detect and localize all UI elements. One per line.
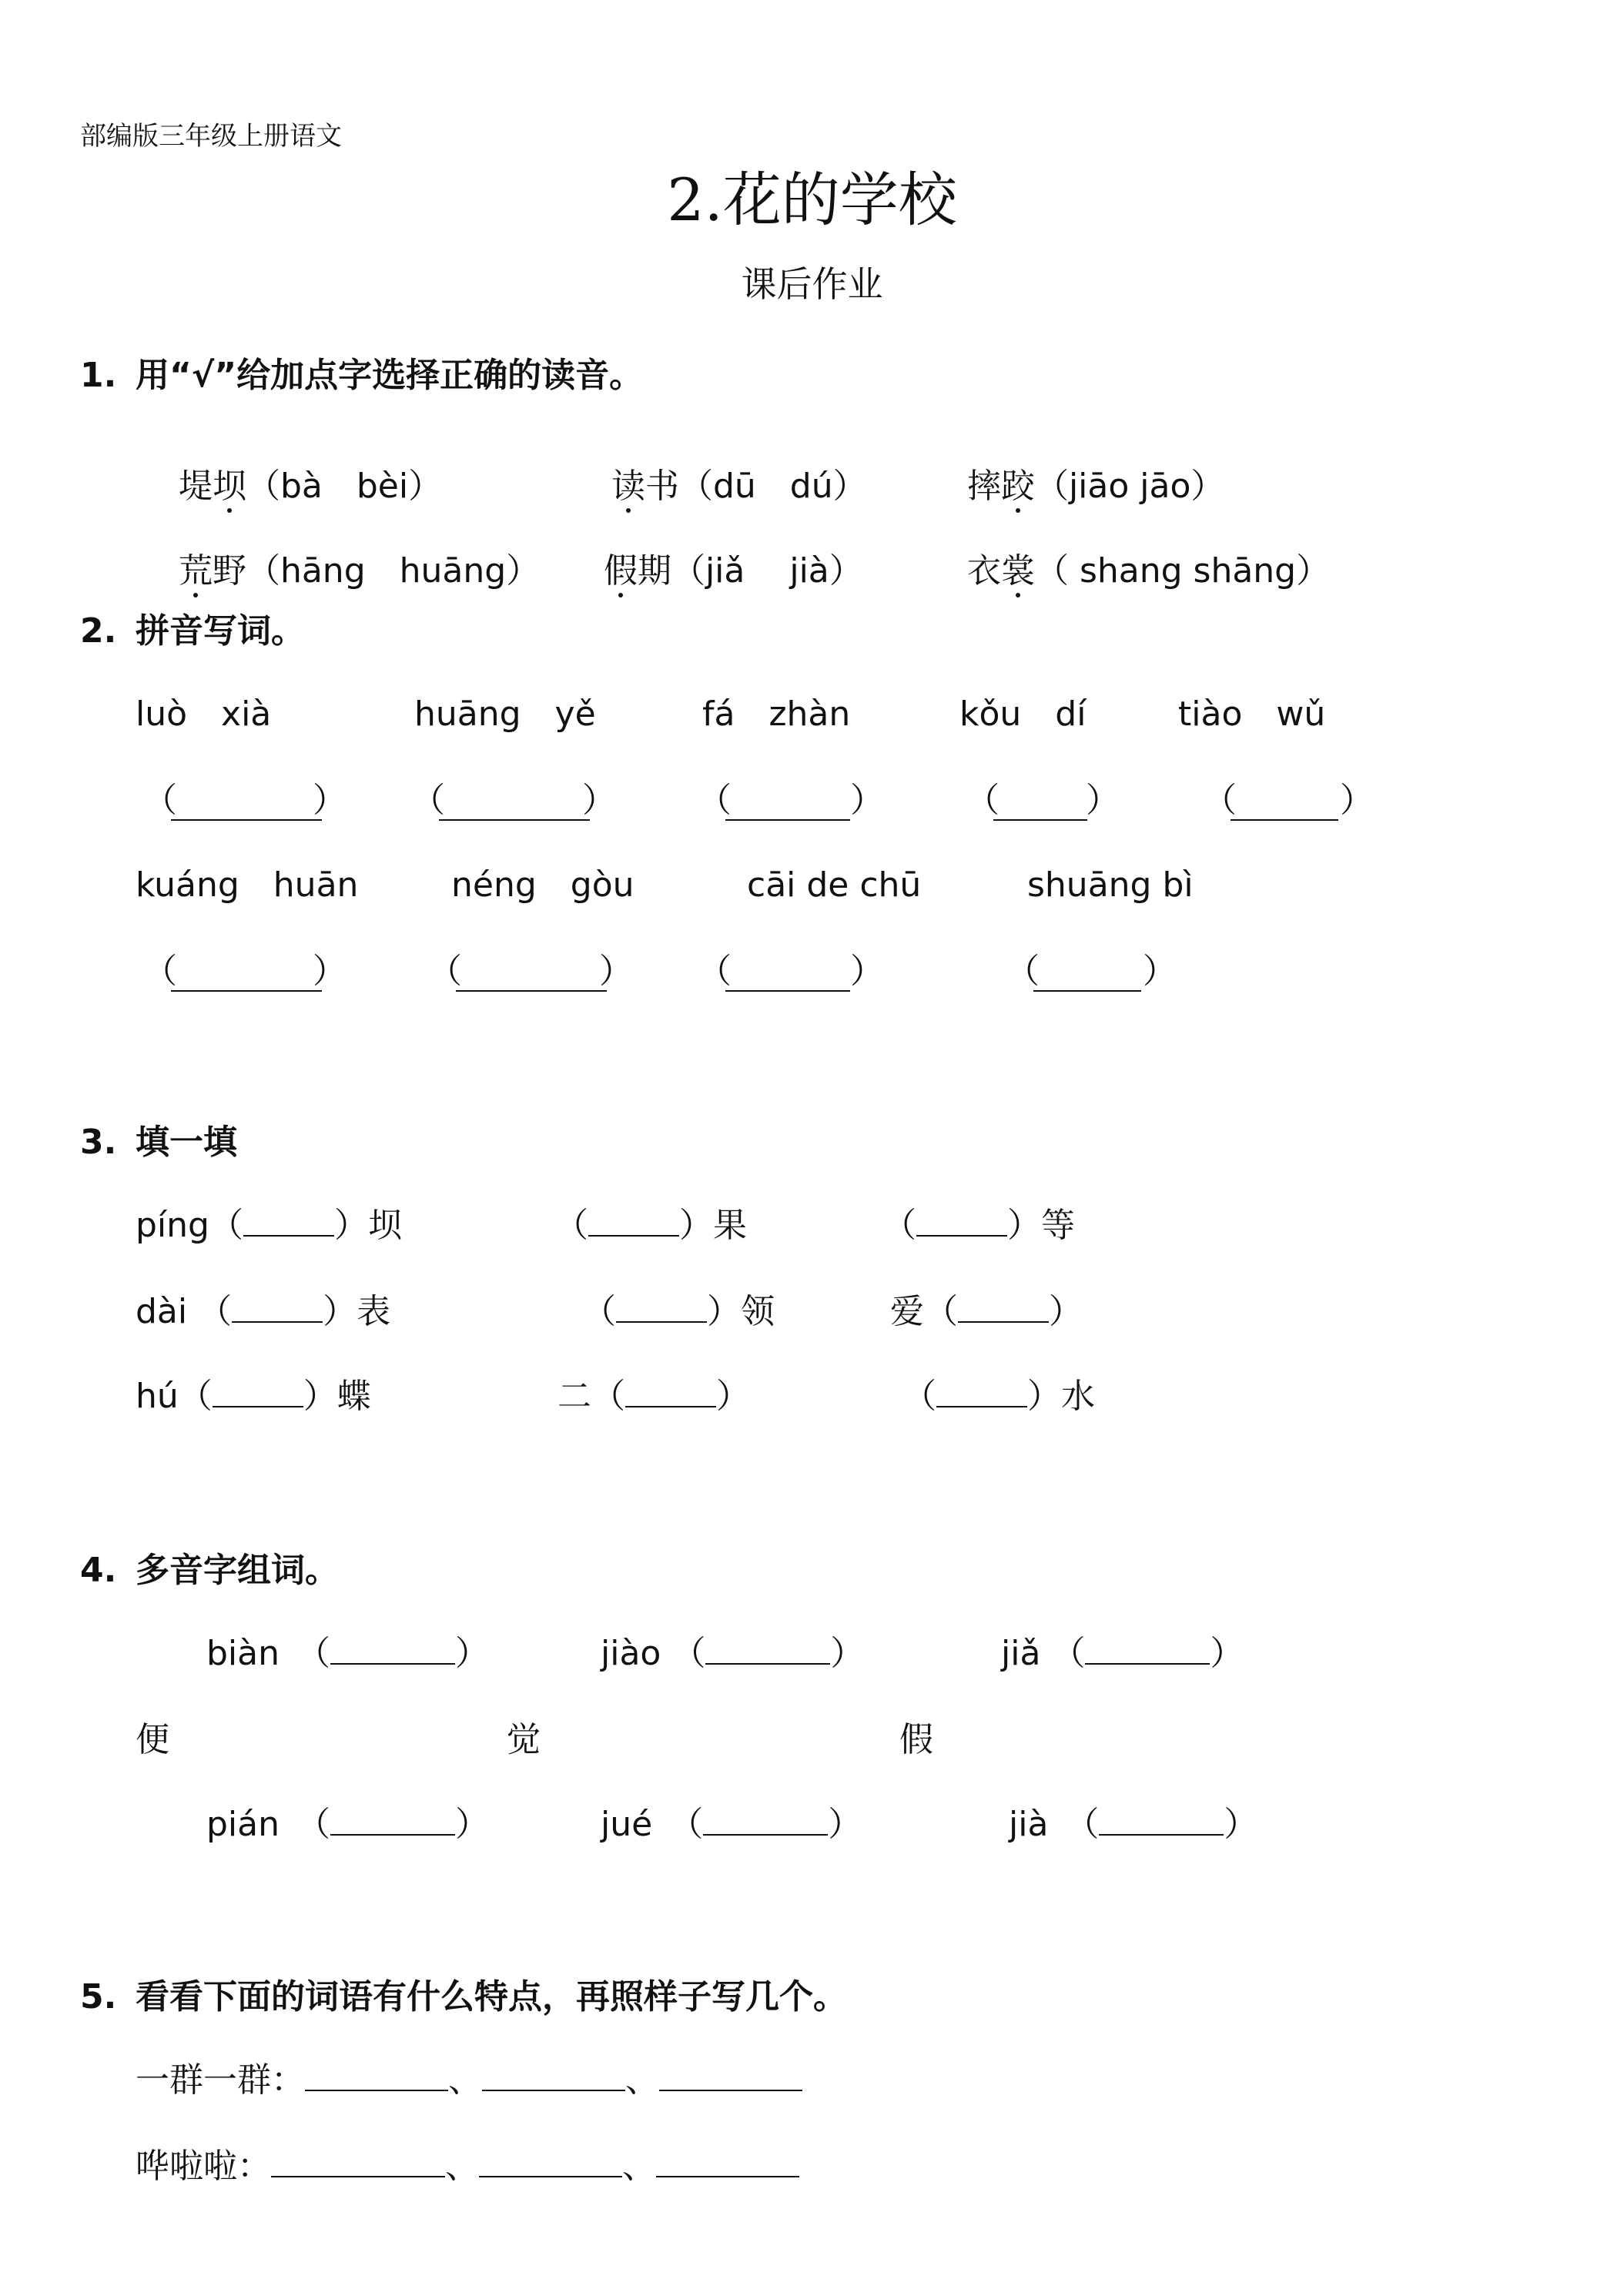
- answer-open-paren: （: [698, 781, 732, 820]
- answer-blank[interactable]: [439, 819, 590, 821]
- dotted-char: 跤: [1000, 467, 1035, 506]
- answer-open-paren: （: [143, 781, 177, 820]
- answer-blank[interactable]: [271, 2150, 445, 2177]
- answer-blank[interactable]: [456, 990, 607, 992]
- answer-blank[interactable]: [1085, 1637, 1210, 1665]
- pinyin-prompt: luò xià: [136, 694, 272, 734]
- question-text: 看看下面的词语有什么特点，再照样子写几个。: [136, 1977, 847, 2017]
- pinyin-prompt: kǒu dí: [959, 694, 1087, 734]
- answer-close-paren: ）: [1086, 781, 1120, 820]
- reading-choice-item[interactable]: 荒野（hāng huāng）: [178, 551, 541, 591]
- answer-open-paren: （: [966, 781, 1000, 820]
- answer-close-paren: ）: [850, 781, 884, 820]
- reading-choice-item[interactable]: 读书（dū dú）: [611, 467, 867, 506]
- page-subtitle: 课后作业: [741, 263, 883, 305]
- reading-choice-item[interactable]: 假期（jiǎ jià）: [603, 551, 863, 591]
- answer-blank[interactable]: [1099, 1808, 1224, 1836]
- pattern-label: 一群一群：: [136, 2060, 305, 2100]
- answer-open-paren: （: [143, 952, 177, 991]
- answer-blank[interactable]: [243, 1209, 334, 1237]
- question-text: 填一填: [136, 1123, 237, 1162]
- polyphone-reading: jiào （ ）: [601, 1634, 865, 1673]
- pinyin-prompt: tiào wǔ: [1178, 694, 1326, 734]
- question-text: 用“√”给加点字选择正确的读音。: [136, 356, 644, 395]
- fill-item: （ ）等: [882, 1206, 1075, 1245]
- fill-item: dài （ ）表: [136, 1292, 391, 1331]
- answer-blank[interactable]: [1231, 819, 1338, 821]
- answer-blank[interactable]: [305, 2063, 448, 2091]
- fill-item: píng（ ）坝: [136, 1206, 402, 1245]
- answer-close-paren: ）: [1340, 781, 1374, 820]
- answer-blank[interactable]: [703, 1808, 828, 1836]
- answer-open-paren: （: [698, 952, 732, 991]
- polyphone-reading: jué （ ）: [601, 1805, 862, 1844]
- polyphone-reading: jiǎ （ ）: [1001, 1634, 1244, 1673]
- answer-blank[interactable]: [725, 819, 850, 821]
- answer-blank[interactable]: [1033, 990, 1141, 992]
- dotted-char: 假: [603, 551, 638, 591]
- question-text: 多音字组词。: [136, 1551, 339, 1590]
- dotted-char: 坝: [212, 467, 246, 506]
- pinyin-prompt: néng gòu: [451, 865, 635, 905]
- answer-open-paren: （: [1006, 952, 1040, 991]
- pinyin-prompt: cāi de chū: [747, 865, 922, 905]
- question-text: 拼音写词。: [136, 611, 305, 651]
- answer-blank[interactable]: [588, 1209, 679, 1237]
- reading-choice-item[interactable]: 衣裳（ shang shāng）: [966, 551, 1331, 591]
- fill-item: （ ）水: [902, 1377, 1095, 1416]
- answer-blank[interactable]: [330, 1808, 455, 1836]
- question-number: 1.: [80, 356, 117, 395]
- dotted-char: 读: [611, 467, 645, 506]
- answer-blank[interactable]: [705, 1637, 830, 1665]
- polyphone-reading: pián （ ）: [206, 1805, 490, 1844]
- answer-blank[interactable]: [958, 1295, 1049, 1323]
- answer-close-paren: ）: [313, 952, 347, 991]
- reading-choice-item[interactable]: 摔跤（jiāo jāo）: [966, 467, 1225, 506]
- answer-blank[interactable]: [232, 1295, 323, 1323]
- answer-close-paren: ）: [1143, 952, 1177, 991]
- polyphone-reading: jià （ ）: [1009, 1805, 1258, 1844]
- answer-close-paren: ）: [850, 952, 884, 991]
- pattern-label: 哗啦啦：: [136, 2147, 271, 2186]
- fill-item: （ ）果: [554, 1206, 747, 1245]
- question-number: 3.: [80, 1123, 117, 1162]
- answer-open-paren: （: [428, 952, 462, 991]
- question-number: 4.: [80, 1551, 117, 1590]
- answer-close-paren: ）: [582, 781, 616, 820]
- answer-blank[interactable]: [659, 2063, 802, 2091]
- fill-item: （ ）领: [582, 1292, 775, 1331]
- question-number: 2.: [80, 611, 117, 651]
- dotted-char: 裳: [1000, 551, 1035, 591]
- pinyin-prompt: kuáng huān: [136, 865, 359, 905]
- answer-blank[interactable]: [725, 990, 850, 992]
- answer-blank[interactable]: [916, 1209, 1007, 1237]
- answer-close-paren: ）: [599, 952, 633, 991]
- pinyin-prompt: shuāng bì: [1027, 865, 1194, 905]
- answer-blank[interactable]: [616, 1295, 707, 1323]
- answer-blank[interactable]: [625, 1380, 716, 1407]
- answer-blank[interactable]: [213, 1380, 303, 1407]
- answer-blank[interactable]: [171, 819, 322, 821]
- document-header: 部编版三年级上册语文: [80, 121, 342, 152]
- polyphone-reading: biàn （ ）: [206, 1634, 490, 1673]
- pinyin-prompt: huāng yě: [414, 694, 596, 734]
- answer-blank[interactable]: [330, 1637, 455, 1665]
- pattern-row: 哗啦啦： 、 、: [136, 2150, 799, 2184]
- page-title: 2.花的学校: [667, 166, 957, 234]
- question-number: 5.: [80, 1977, 117, 2017]
- polyphone-char: 便: [136, 1720, 169, 1759]
- answer-blank[interactable]: [936, 1380, 1027, 1407]
- answer-blank[interactable]: [656, 2150, 799, 2177]
- polyphone-char: 假: [899, 1720, 933, 1759]
- fill-item: 爱（ ）: [890, 1292, 1083, 1331]
- answer-open-paren: （: [411, 781, 445, 820]
- answer-blank[interactable]: [993, 819, 1087, 821]
- reading-choice-item[interactable]: 堤坝（bà bèi）: [178, 467, 443, 506]
- polyphone-char: 觉: [507, 1720, 541, 1759]
- answer-blank[interactable]: [479, 2150, 622, 2177]
- dotted-char: 荒: [178, 551, 213, 591]
- answer-blank[interactable]: [482, 2063, 625, 2091]
- pinyin-prompt: fá zhàn: [702, 694, 851, 734]
- answer-blank[interactable]: [171, 990, 322, 992]
- answer-close-paren: ）: [313, 781, 347, 820]
- answer-open-paren: （: [1203, 781, 1237, 820]
- fill-item: 二（ ）: [558, 1377, 750, 1416]
- fill-item: hú（ ）蝶: [136, 1377, 371, 1416]
- pattern-row: 一群一群： 、 、: [136, 2063, 802, 2097]
